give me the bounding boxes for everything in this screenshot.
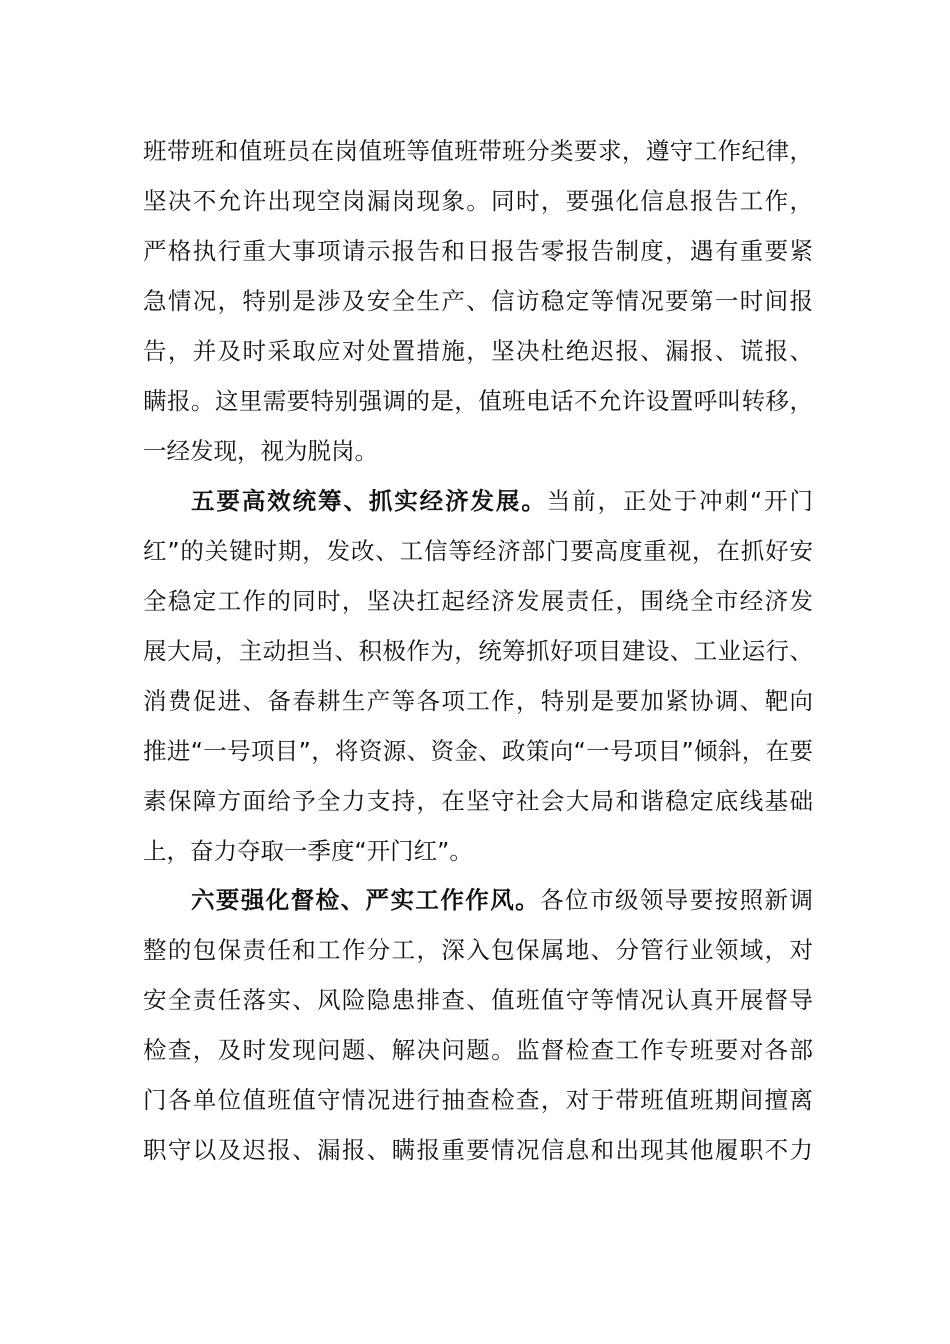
text-line: 展大局，主动担当、积极作为，统筹抓好项目建设、工业运行、 [143, 637, 813, 665]
text-line: 安全责任落实、风险隐患排查、值班值守等情况认真开展督导 [143, 986, 813, 1014]
text-line: 检查，及时发现问题、解决问题。监督检查工作专班要对各部 [143, 1036, 813, 1064]
text-line: 瞒报。这里需要特别强调的是，值班电话不允许设置呼叫转移， [143, 387, 813, 415]
text-line: 门各单位值班值守情况进行抽查检查，对于带班值班期间擅离 [143, 1086, 813, 1114]
paragraph-first-line [143, 476, 813, 526]
paragraph-duty-reporting [143, 126, 813, 476]
text-run: 各位市级领导要按照新调 [540, 886, 813, 914]
text-line: 整的包保责任和工作分工，深入包保属地、分管行业领域，对 [143, 936, 813, 964]
text-line: 全稳定工作的同时，坚决扛起经济发展责任，围绕全市经济发 [143, 587, 813, 615]
paragraph-heading: 六要强化督检、严实工作作风。 [191, 886, 541, 914]
text-run: 当前，正处于冲刺“开门 [546, 487, 813, 515]
text-line: 素保障方面给予全力支持，在坚守社会大局和谐稳定底线基础 [143, 787, 813, 815]
paragraph-first-line [143, 875, 813, 925]
text-line: 职守以及迟报、漏报、瞒报重要情况信息和出现其他履职不力 [143, 1136, 813, 1164]
text-line: 急情况，特别是涉及安全生产、信访稳定等情况要第一时间报 [143, 287, 813, 315]
text-line: 消费促进、备春耕生产等各项工作，特别是要加紧协调、靶向 [143, 687, 813, 715]
text-line: 严格执行重大事项请示报告和日报告零报告制度，遇有重要紧 [143, 237, 813, 265]
paragraph-economic-development [143, 476, 813, 876]
text-line: 上，奋力夺取一季度“开门红”。 [143, 837, 473, 865]
text-line: 坚决不允许出现空岗漏岗现象。同时，要强化信息报告工作， [143, 187, 813, 215]
text-line: 一经发现，视为脱岗。 [143, 437, 378, 465]
paragraph-supervision [143, 875, 813, 1175]
text-line: 推进“一号项目”，将资源、资金、政策向“一号项目”倾斜，在要 [143, 737, 813, 765]
text-line: 班带班和值班员在岗值班等值班带班分类要求，遵守工作纪律， [143, 137, 813, 165]
paragraph-heading: 五要高效统筹、抓实经济发展。 [191, 487, 547, 515]
text-line: 告，并及时采取应对处置措施，坚决杜绝迟报、漏报、谎报、 [143, 337, 813, 365]
text-line: 红”的关键时期，发改、工信等经济部门要高度重视，在抓好安 [143, 537, 813, 565]
